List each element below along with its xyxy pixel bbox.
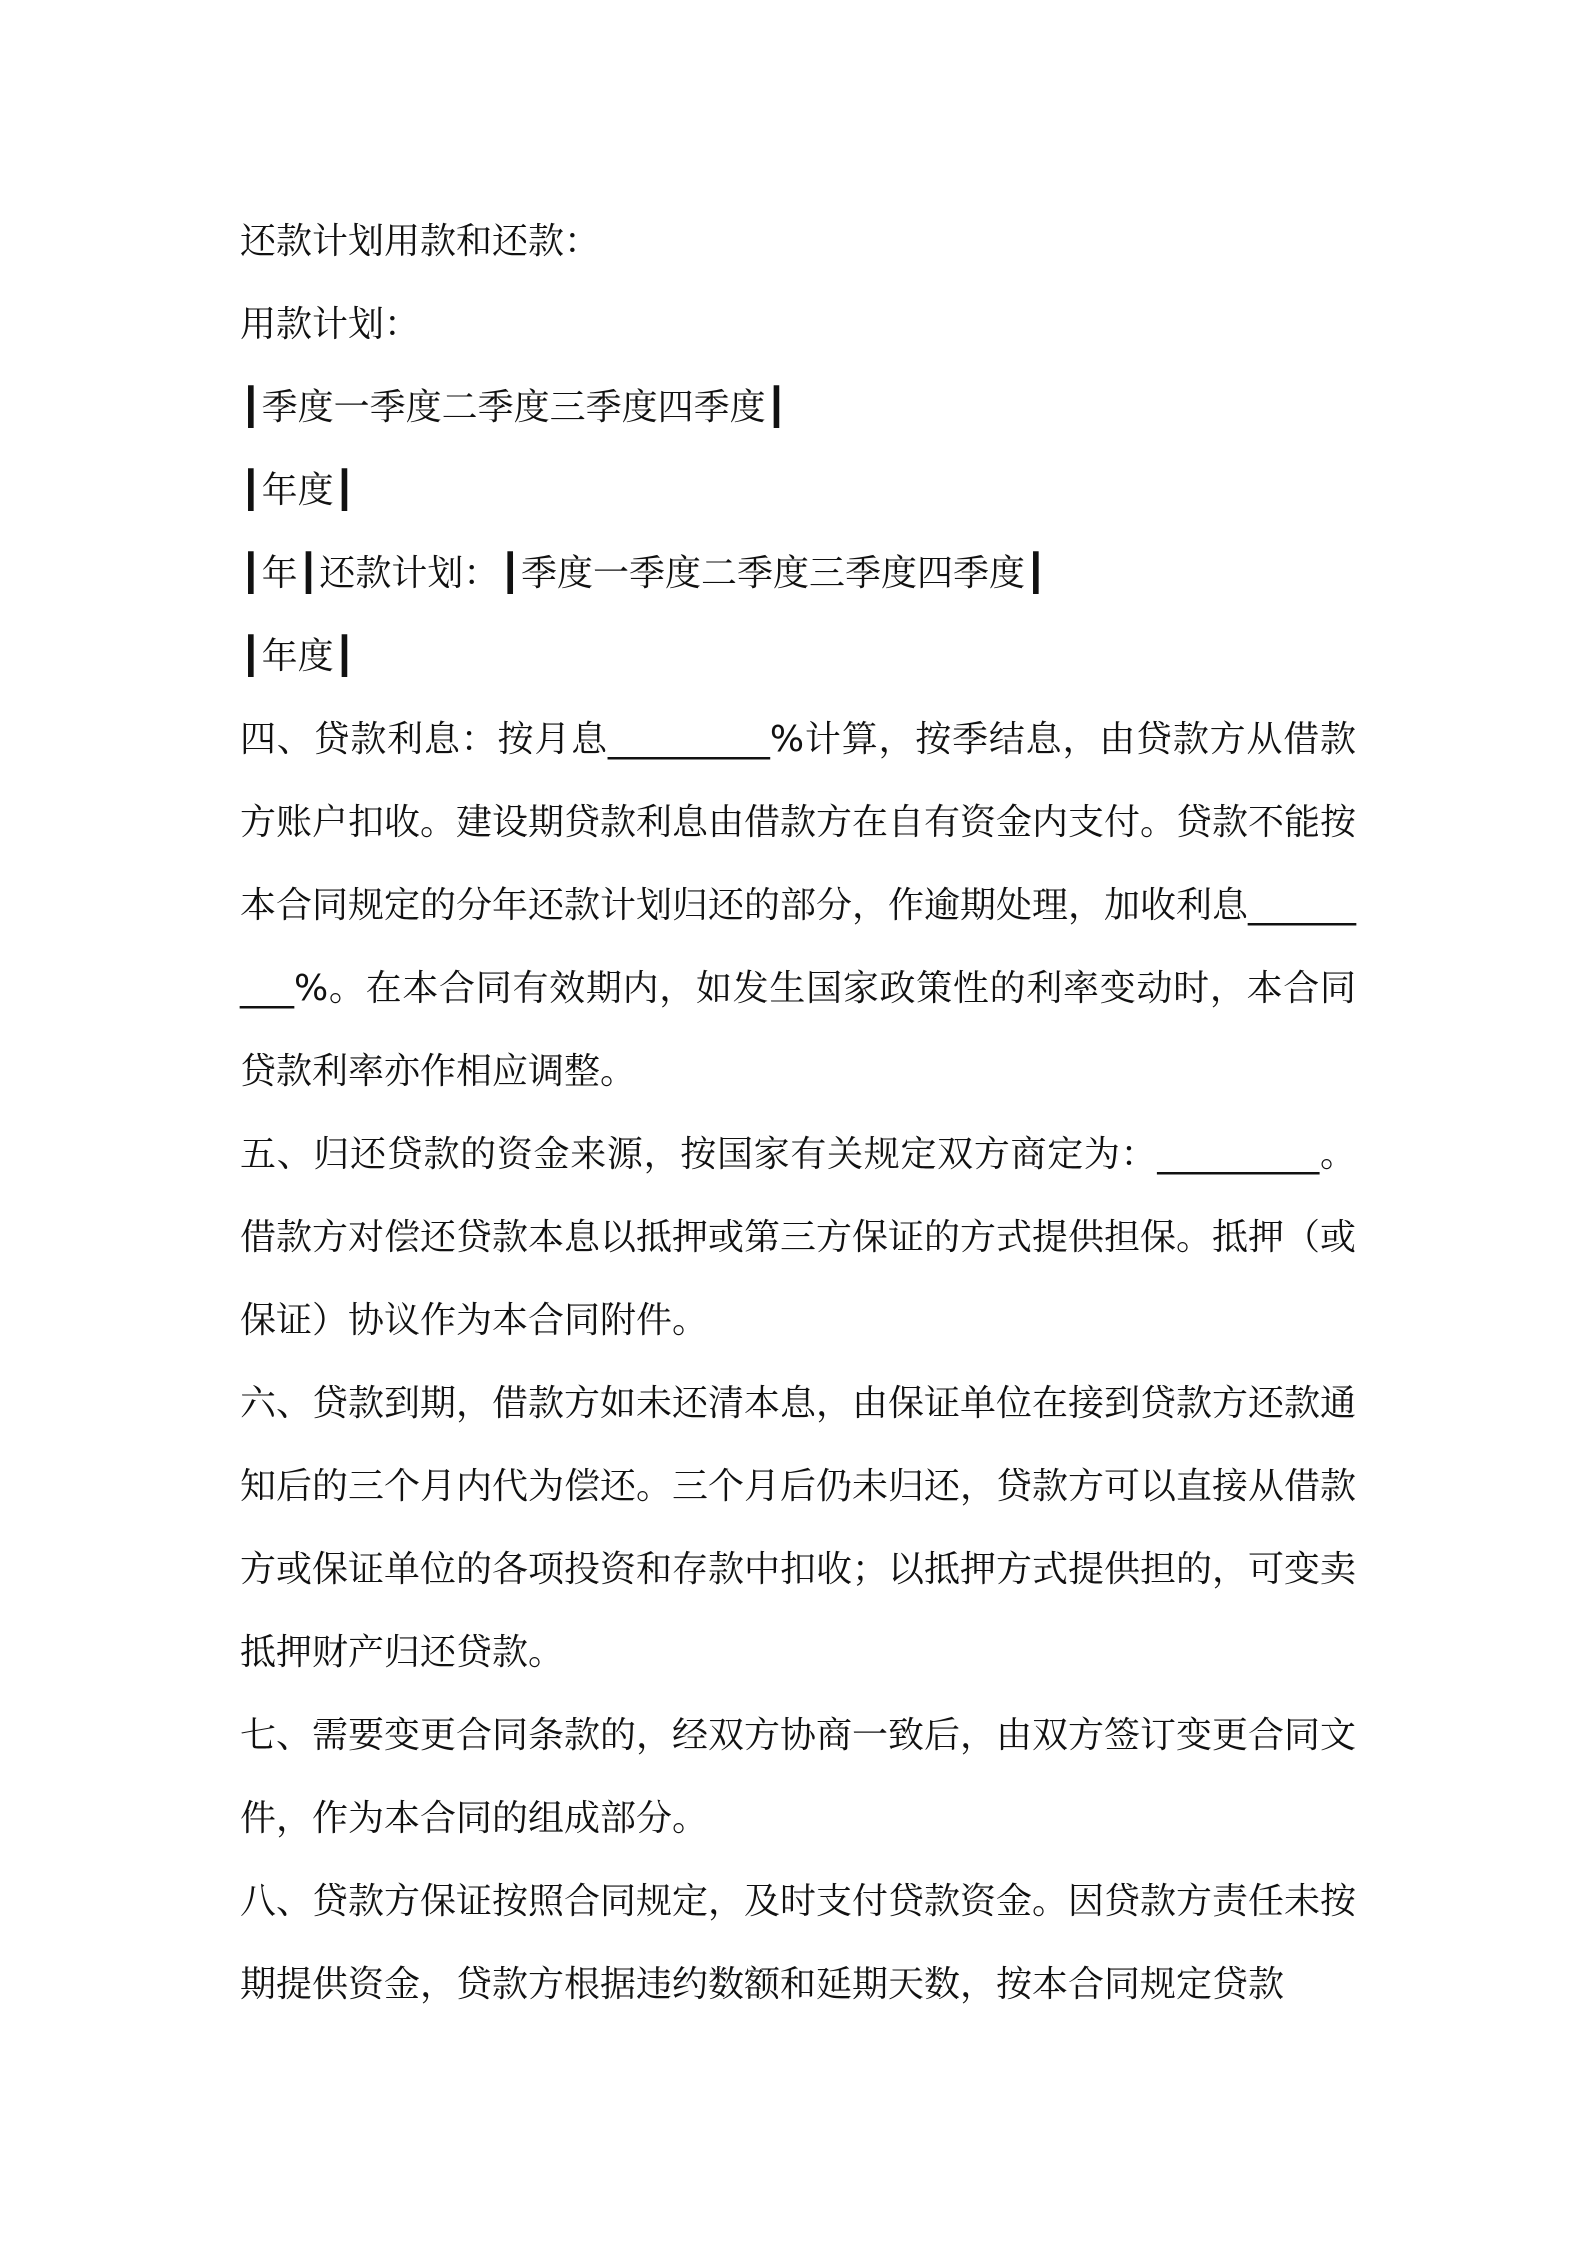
clause-8-lender-obligation: 八、贷款方保证按照合同规定，及时支付贷款资金。因贷款方责任未按期提供资金，贷款方根据违约数额和延期天数，按本合同规定贷款 (240, 1881, 1357, 2005)
repayment-plan-year-row: ┃年度┃ (240, 636, 356, 677)
usage-plan-label: 用款计划： (240, 304, 421, 345)
plan-heading: 还款计划用款和还款： (240, 221, 601, 262)
repayment-plan-row: ┃年┃还款计划：┃季度一季度二季度三季度四季度┃ (240, 553, 1047, 594)
clause-4-interest: 四、贷款利息：按月息_________%计算，按季结息，由贷款方从借款方账户扣收。建设期贷款利息由借款方在自有资金内支付。贷款不能按本合同规定的分年还款计划归还的部分，作逾期处理，加收利息_________%。在本合同有效期内，如发生国家政策性的利率变动时，本合同贷款利率亦作相应调整。 (240, 719, 1357, 1092)
usage-plan-quarters-row: ┃季度一季度二季度三季度四季度┃ (240, 387, 788, 428)
clause-6-maturity: 六、贷款到期，借款方如未还清本息，由保证单位在接到贷款方还款通知后的三个月内代为偿还。三个月后仍未归还，贷款方可以直接从借款方或保证单位的各项投资和存款中扣收；以抵押方式提供担的，可变卖抵押财产归还贷款。 (240, 1383, 1357, 1673)
usage-plan-year-row: ┃年度┃ (240, 470, 356, 511)
document-body (240, 200, 1356, 2026)
clause-5-funding-source: 五、归还贷款的资金来源，按国家有关规定双方商定为：_________。借款方对偿还贷款本息以抵押或第三方保证的方式提供担保。抵押（或保证）协议作为本合同附件。 (240, 1134, 1357, 1341)
clause-7-amendment: 七、需要变更合同条款的，经双方协商一致后，由双方签订变更合同文件，作为本合同的组成部分。 (240, 1715, 1357, 1839)
